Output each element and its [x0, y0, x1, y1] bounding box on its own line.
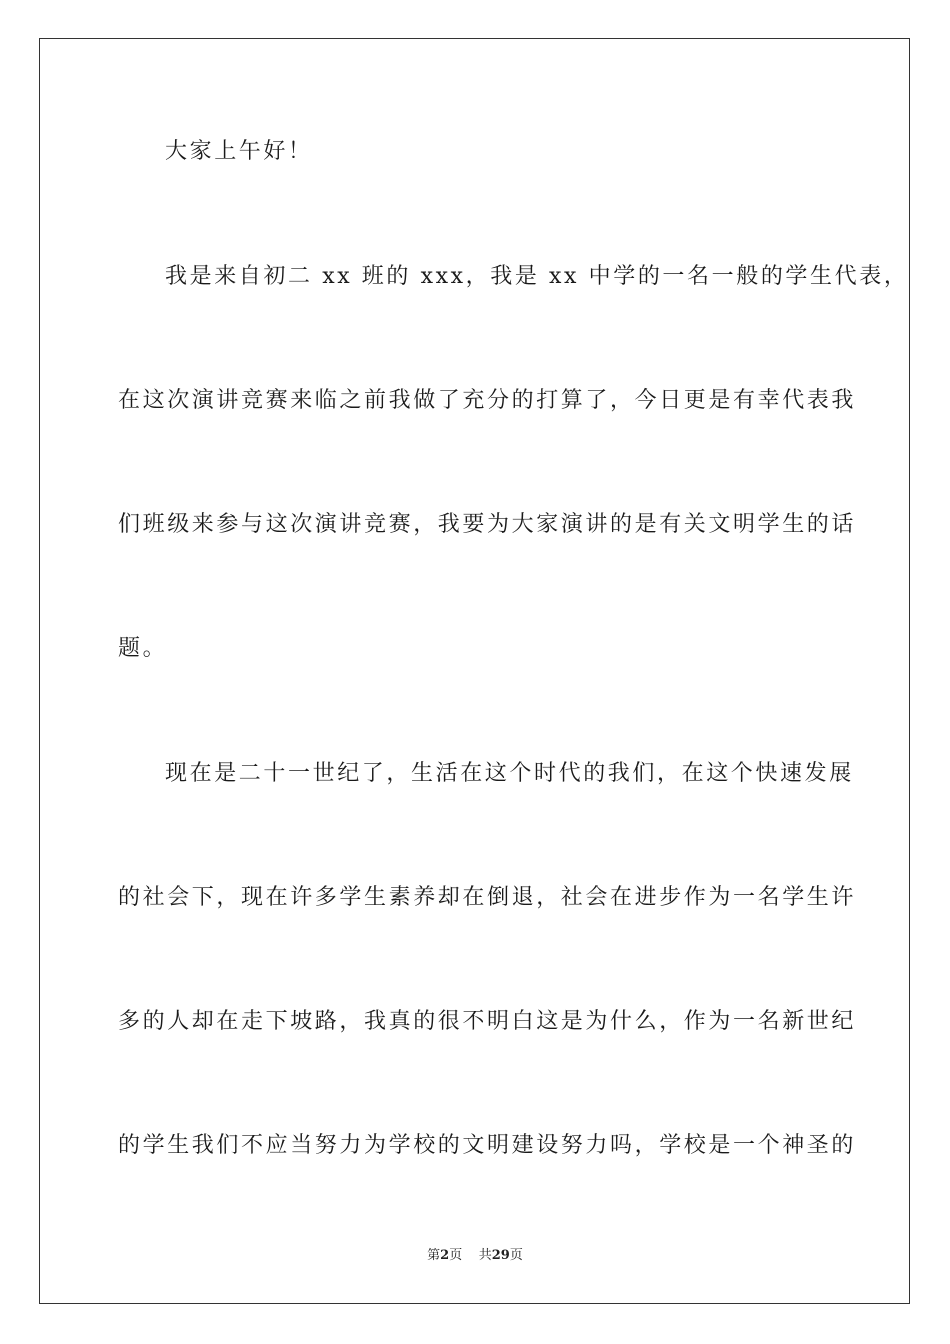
body-line: 我是来自初二 xx 班的 xxx，我是 xx 中学的一名一般的学生代表，	[165, 264, 909, 289]
total-suffix: 页	[509, 1248, 523, 1263]
total-pages: 29	[491, 1248, 510, 1263]
body-line: 们班级来参与这次演讲竞赛，我要为大家演讲的是有关文明学生的话	[118, 512, 857, 537]
greeting-line: 大家上午好！	[165, 139, 313, 164]
page-number: 2	[440, 1248, 450, 1263]
body-line: 的学生我们不应当努力为学校的文明建设努力吗，学校是一个神圣的	[118, 1133, 857, 1158]
body-line: 多的人却在走下坡路，我真的很不明白这是为什么，作为一名新世纪	[118, 1009, 857, 1034]
page-suffix: 页	[449, 1248, 463, 1263]
page-prefix: 第	[427, 1248, 441, 1263]
total-prefix: 共	[478, 1248, 492, 1263]
body-line: 题。	[118, 636, 168, 661]
body-line: 现在是二十一世纪了，生活在这个时代的我们，在这个快速发展	[165, 761, 854, 786]
body-line: 的社会下，现在许多学生素养却在倒退，社会在进步作为一名学生许	[118, 885, 857, 910]
body-line: 在这次演讲竞赛来临之前我做了充分的打算了，今日更是有幸代表我	[118, 388, 857, 413]
page-frame	[39, 38, 910, 1304]
page-footer	[0, 1247, 950, 1265]
